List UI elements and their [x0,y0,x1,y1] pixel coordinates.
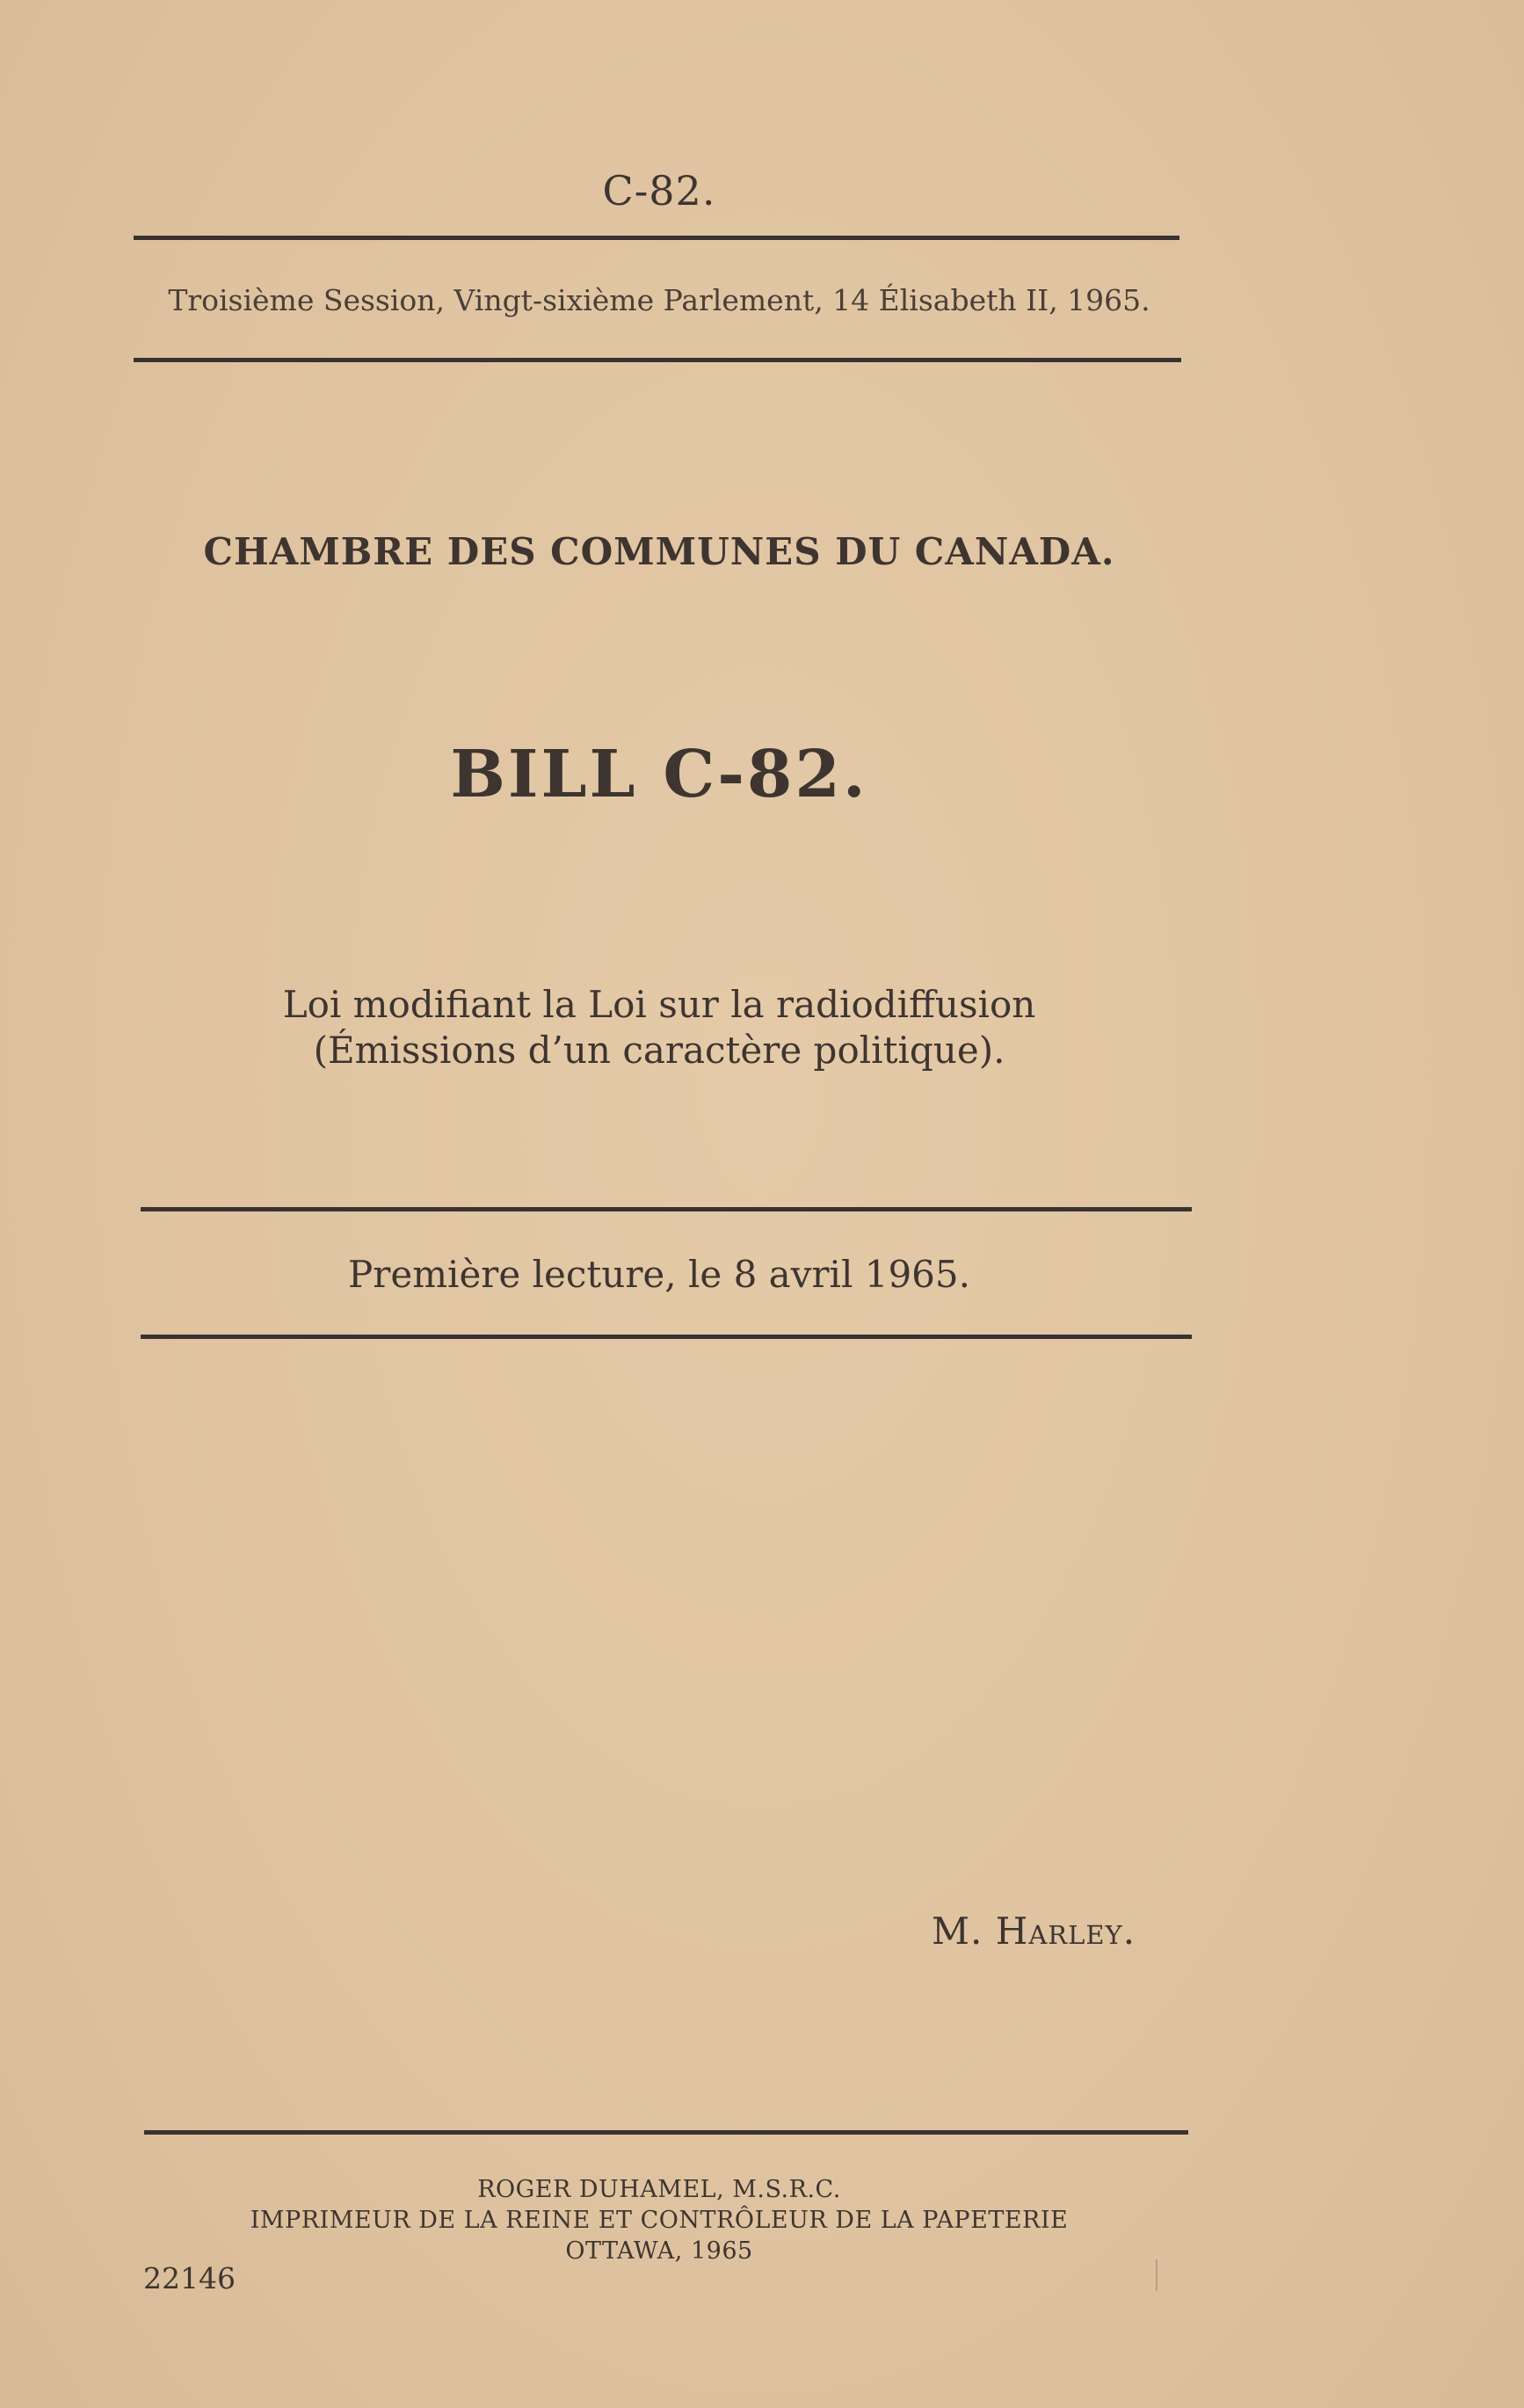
bill-title: BILL C-82. [450,737,868,812]
printer-title: IMPRIMEUR DE LA REINE ET CONTRÔLEUR DE LA PAPETERIE [250,2207,1069,2234]
printer-name: ROGER DUHAMEL, M.S.R.C. [477,2176,841,2203]
session-line: Troisième Session, Vingt-sixième Parlement, 14 Élisabeth II, 1965. [168,283,1150,317]
sponsor-name [932,1910,1136,1953]
horizontal-rule [144,2130,1188,2135]
horizontal-rule [141,1335,1192,1339]
horizontal-rule [141,1207,1192,1211]
printer-location: OTTAWA, 1965 [565,2237,753,2265]
bill-number-header: C-82. [602,167,716,215]
bill-description-line-1: Loi modifiant la Loi sur la radiodiffusion [282,983,1036,1026]
bill-description-line-2: (Émissions d’un caractère politique). [313,1029,1005,1072]
first-reading-date: Première lecture, le 8 avril 1965. [348,1253,970,1296]
horizontal-rule [134,358,1181,362]
sponsor-surname: Harley. [995,1910,1136,1953]
horizontal-rule [134,236,1179,240]
margin-mark [1156,2259,1158,2291]
sponsor-prefix: M. [932,1910,983,1953]
house-title: CHAMBRE DES COMMUNES DU CANADA. [203,530,1115,573]
document-number: 22146 [143,2261,236,2295]
